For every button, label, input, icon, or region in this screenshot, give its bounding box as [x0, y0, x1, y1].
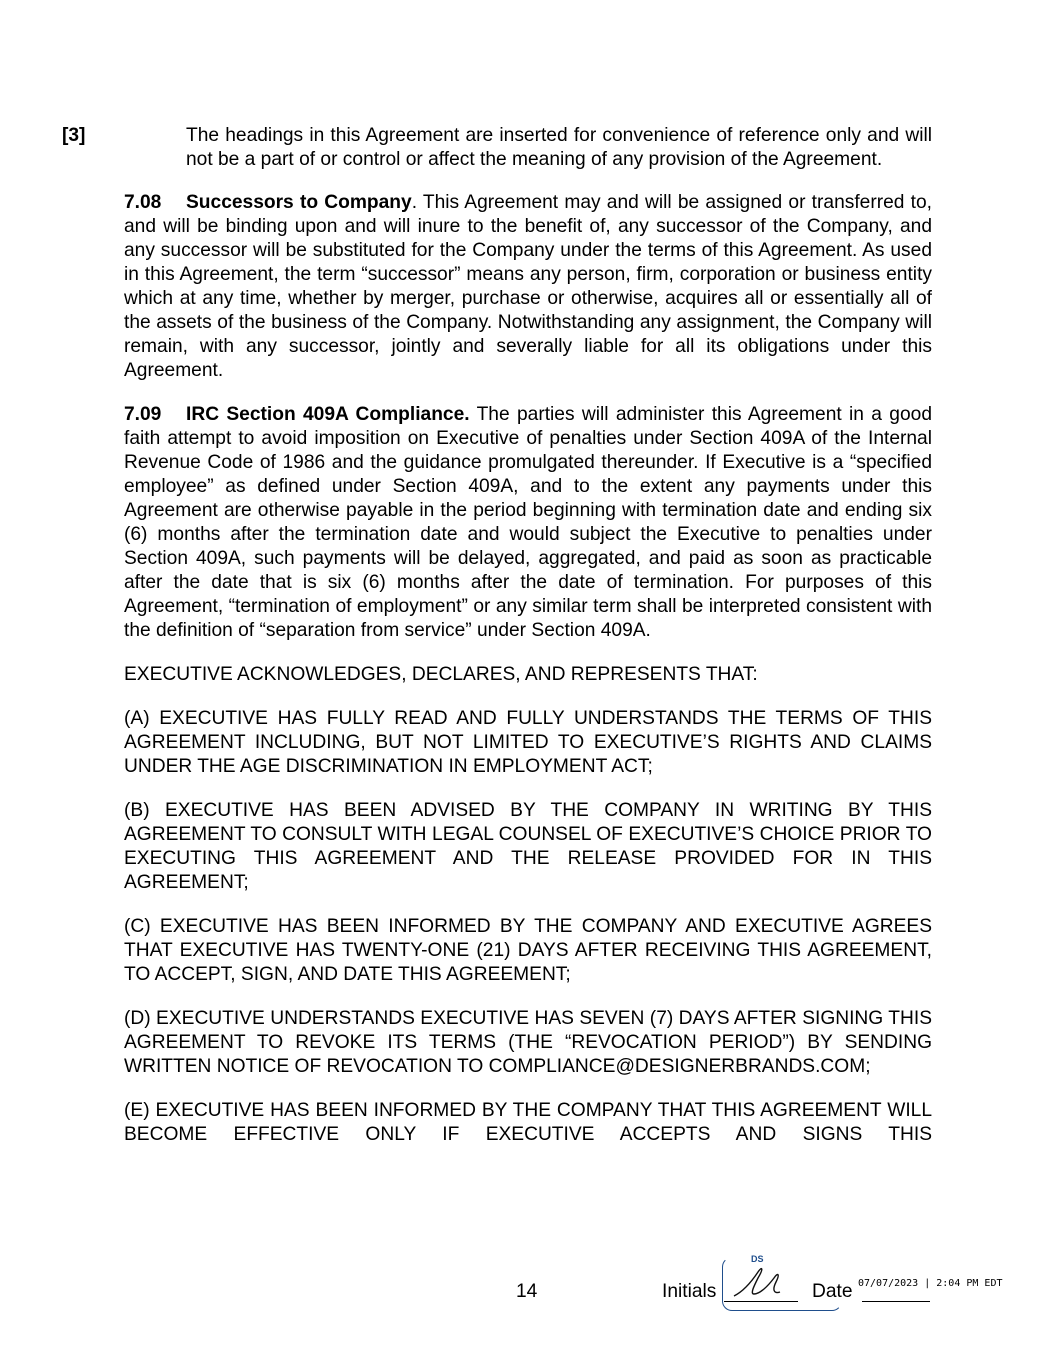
acknowledgement-b: (B) EXECUTIVE HAS BEEN ADVISED BY THE COMPANY IN WRITING BY THIS AGREEMENT TO CONSULT WITH LEGAL COUNSEL OF EXECUTIVE’S CHOICE PRIOR TO EXECUTING THIS AGREEMENT AND THE RELEASE PROVIDED FOR IN THIS AGREEMENT;	[124, 800, 932, 893]
page-number: 14	[516, 1281, 538, 1302]
initials-label: Initials	[662, 1281, 717, 1302]
acknowledgement-e: (E) EXECUTIVE HAS BEEN INFORMED BY THE COMPANY THAT THIS AGREEMENT WILL BECOME EFFECTIVE ONLY IF EXECUTIVE ACCEPTS AND SIGNS THIS	[124, 1100, 932, 1145]
section-heading: Successors to Company	[186, 192, 412, 213]
section-7-08	[124, 191, 932, 383]
section-7-09	[124, 403, 932, 643]
initials-signature-icon	[728, 1262, 808, 1302]
section-text: . This Agreement may and will be assigned or transferred to, and will be binding upon and will inure to the benefit of, any successor of the Company, and any successor will be substituted for the Company under the terms of this Agreement. As used in this Agreement, the term “successor” means any person, firm, corporation or business entity which at any time, whether by merger, purchase or otherwise, acquires all or essentially all of the assets of the business of the Company. Notwithstanding any assignment, the Company will remain, with any successor, jointly and severally liable for all its obligations under this Agreement.	[124, 192, 932, 381]
date-value: 07/07/2023 | 2:04 PM EDT	[858, 1278, 1003, 1289]
section-number: 7.08	[124, 192, 162, 213]
section-text: The parties will administer this Agreement in a good faith attempt to avoid imposition on Executive of penalties under Section 409A of the Internal Revenue Code of 1986 and the guidance promulgated thereunder. If Executive is a “specified employee” as defined under Section 409A, and to the extent any payments under this Agreement are otherwise payable in the period beginning with termination date and ending six (6) months after the termination date and would subject the Executive to penalties under Section 409A, such payments will be delayed, aggregated, and paid as soon as practicable after the date that is six (6) months after the date of termination. For purposes of this Agreement, “termination of employment” or any similar term shall be interpreted consistent with the definition of “separation from service” under Section 409A.	[124, 404, 932, 641]
section-number: 7.09	[124, 404, 162, 425]
section-heading: IRC Section 409A Compliance.	[186, 404, 470, 425]
acknowledgement-d: (D) EXECUTIVE UNDERSTANDS EXECUTIVE HAS SEVEN (7) DAYS AFTER SIGNING THIS AGREEMENT TO REVOKE ITS TERMS (THE “REVOCATION PERIOD”) BY SENDING WRITTEN NOTICE OF REVOCATION TO COMPLIANCE@DESIGNERBRANDS.COM;	[124, 1008, 932, 1077]
acknowledgement-a: (A) EXECUTIVE HAS FULLY READ AND FULLY UNDERSTANDS THE TERMS OF THIS AGREEMENT INCLUDING, BUT NOT LIMITED TO EXECUTIVE’S RIGHTS AND CLAIMS UNDER THE AGE DISCRIMINATION IN EMPLOYMENT ACT;	[124, 708, 932, 777]
subsection-text: The headings in this Agreement are inserted for convenience of reference only and will not be a part of or control or affect the meaning of any provision of the Agreement.	[186, 125, 932, 170]
date-label: Date	[812, 1281, 853, 1302]
acknowledgement-intro: EXECUTIVE ACKNOWLEDGES, DECLARES, AND REPRESENTS THAT:	[124, 664, 758, 685]
acknowledgement-c: (C) EXECUTIVE HAS BEEN INFORMED BY THE COMPANY AND EXECUTIVE AGREES THAT EXECUTIVE HAS TWENTY-ONE (21) DAYS AFTER RECEIVING THIS AGREEMENT, TO ACCEPT, SIGN, AND DATE THIS AGREEMENT;	[124, 916, 932, 985]
docusign-label: DS	[751, 1254, 764, 1264]
subsection-3	[62, 124, 932, 172]
subsection-number: [3]	[62, 125, 86, 146]
date-line	[862, 1301, 930, 1302]
document-body	[62, 124, 932, 1167]
initials-line	[724, 1301, 798, 1302]
